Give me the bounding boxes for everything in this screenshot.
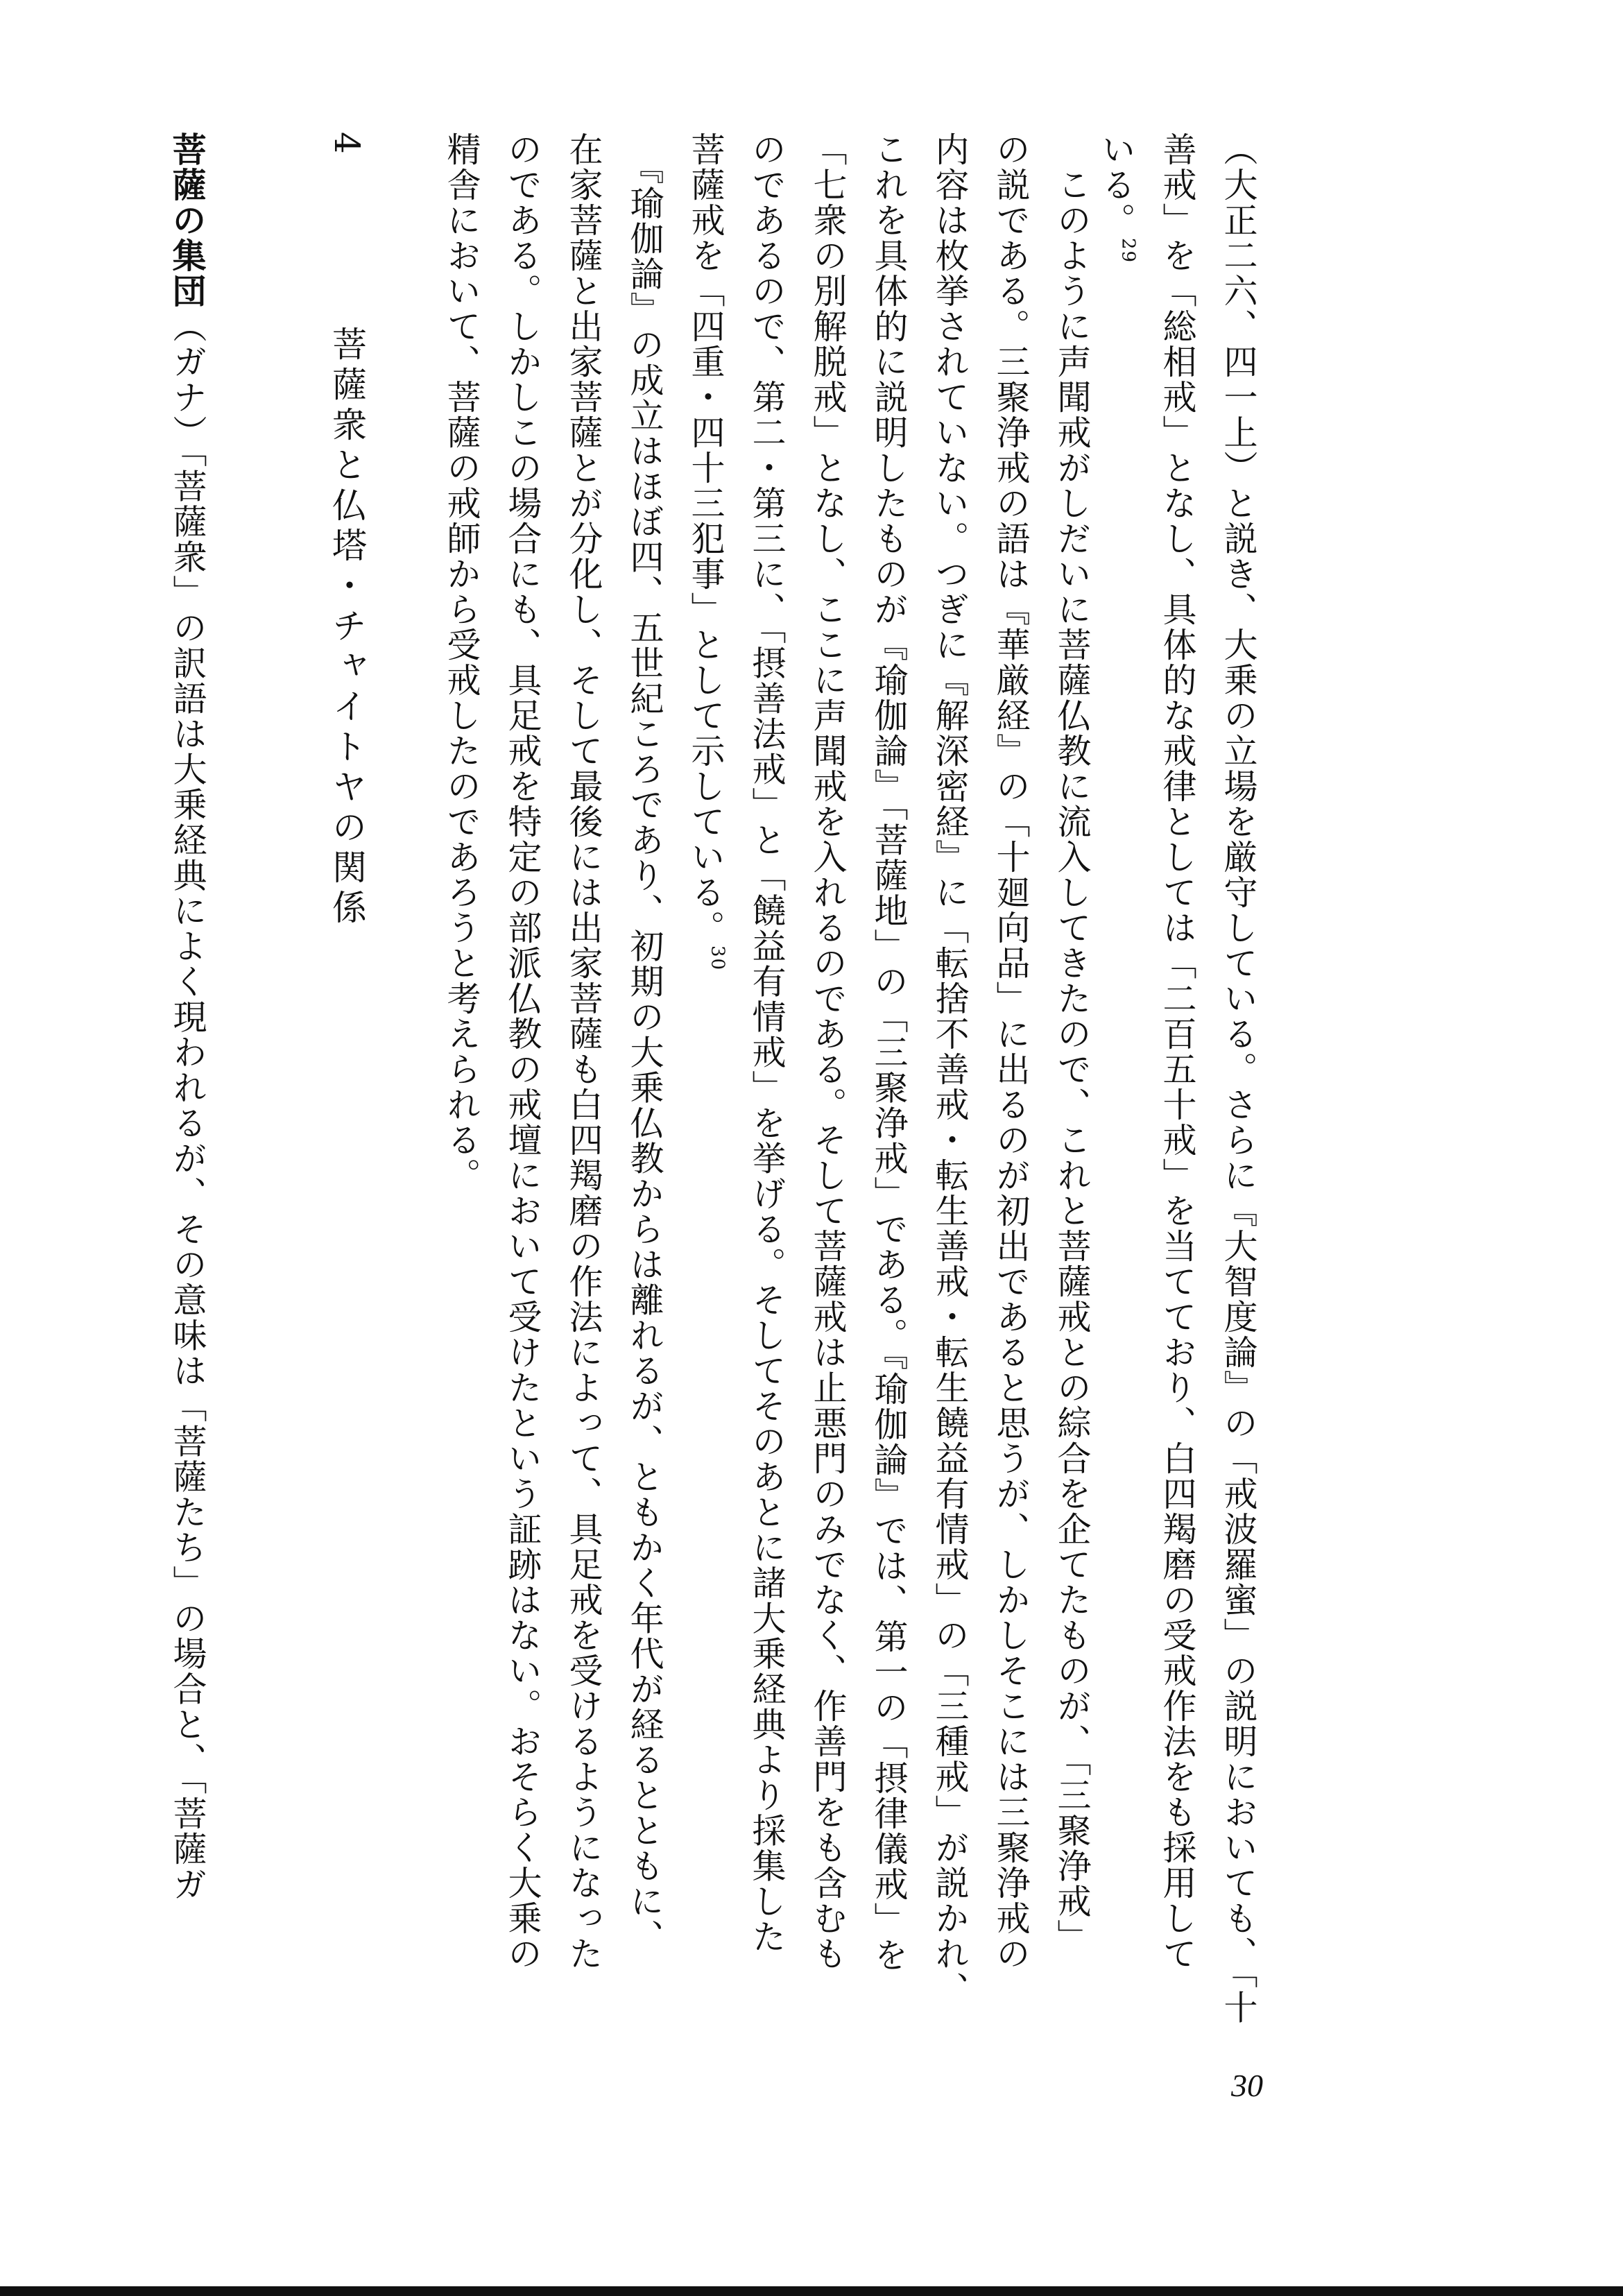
text-line-6: 内容は枚挙されていない。つぎに『解深密経』に「転捨不善戒・転生善戒・転生饒益有情戒」の「三種戒」が説かれ、 [930, 132, 970, 2007]
text-line-14: 精舎において、菩薩の戒師から受戒したのであろうと考えられる。 [442, 132, 481, 1193]
text-column-6 [918, 132, 981, 2088]
footnote-marker-29: 29 [1117, 238, 1139, 264]
text-line-8: 「七衆の別解脱戒」となし、ここに声聞戒を入れるのである。そして菩薩戒は止悪門のみでなく、作善門をも含むも [808, 132, 848, 1971]
text-line-11: 『瑜伽論』の成立はほぼ四、五世紀ころであり、初期の大乗仏教からは離れるが、ともかく年代が経るとともに、 [625, 132, 664, 1955]
text-line-2: 善戒」を「総相戒」となし、具体的な戒律としては「二百五十戒」を当てており、白四羯磨の受戒作法をも採用して [1158, 132, 1197, 1971]
text-line-7: これを具体的に説明したものが『瑜伽論』「菩薩地」の「三聚浄戒」である。『瑜伽論』では、第一の「摂律儀戒」を [869, 132, 909, 1973]
text-column-11 [613, 132, 676, 2088]
text-line-5: の説である。三聚浄戒の語は『華厳経』の「十廻向品」に出るのが初出であると思うが、しかしそこには三聚浄戒の [991, 132, 1031, 1971]
text-column-13 [491, 132, 553, 2088]
text-column-10 [674, 132, 748, 2088]
text-column-5 [979, 132, 1042, 2088]
text-line-4: このように声聞戒がしだいに菩薩仏教に流入してきたので、これと菩薩戒との綜合を企てたものが、「三聚浄戒」 [1052, 132, 1092, 1955]
text-column-4 [1040, 132, 1103, 2088]
page-number: 30 [1231, 2068, 1263, 2103]
text-column-last [156, 132, 218, 2088]
text-line-1: （大正二六、四一上）と説き、大乗の立場を厳守している。さらに『大智度論』の「戒波羅蜜」の説明においても、「十 [1219, 132, 1258, 2025]
text-line-12: 在家菩薩と出家菩薩とが分化し、そして最後には出家菩薩も白四羯磨の作法によって、具足戒を受けるようになった [564, 132, 603, 1971]
footnote-marker-30: 30 [707, 945, 728, 972]
text-line-9: のであるので、第二・第三に、「摂善法戒」と「饒益有情戒」を挙げる。そしてそのあとに諸大乗経典より採集した [747, 132, 787, 1955]
text-column-8 [796, 132, 859, 2088]
bottom-edge-rule [0, 2286, 1623, 2296]
section-title-text: 菩薩衆と仏塔・チャイトヤの関係 [327, 326, 367, 929]
text-column-7 [857, 132, 920, 2088]
text-line-last: （ガナ）「菩薩衆」の訳語は大乗経典によく現われるが、その意味は「菩薩たち」の場合と、「菩薩ガ [168, 309, 207, 1902]
paragraph-lead-heading: 菩薩の集団 [167, 132, 207, 309]
section-title [316, 326, 378, 929]
text-line-13: のである。しかしこの場合にも、具足戒を特定の部派仏教の戒壇において受けたという証跡はない。おそらく大乗の [503, 132, 542, 1971]
text-column-12 [552, 132, 615, 2088]
text-column-1 [1207, 132, 1269, 2088]
text-column-14 [430, 132, 492, 2088]
text-line-10: 菩薩戒を「四重・四十三犯事」として示している。 [686, 132, 725, 945]
section-number [316, 132, 378, 155]
text-line-3: いる。 [1097, 132, 1136, 238]
section-number-text: 4 [327, 132, 367, 155]
